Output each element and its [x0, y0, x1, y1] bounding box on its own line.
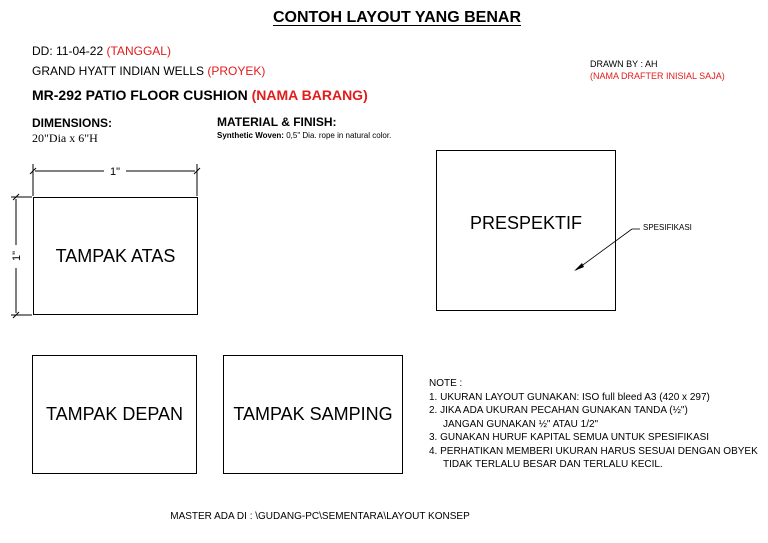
callout-label: SPESIFIKASI — [643, 223, 692, 232]
project-note: (PROYEK) — [207, 64, 266, 78]
material-name: Synthetic Woven: — [217, 131, 284, 140]
note-item: 4. PERHATIKAN MEMBERI UKURAN HARUS SESUAI DENGAN OBYEK — [429, 445, 758, 457]
date-value: DD: 11-04-22 — [32, 44, 104, 58]
view-top-label: TAMPAK ATAS — [55, 245, 176, 266]
note-item: 2. JIKA ADA UKURAN PECAHAN GUNAKAN TANDA (½") — [429, 405, 688, 416]
item-name: MR-292 PATIO FLOOR CUSHION — [32, 87, 248, 103]
note-item: 3. GUNAKAN HURUF KAPITAL SEMUA UNTUK SPESIFIKASI — [429, 432, 710, 443]
project-name: GRAND HYATT INDIAN WELLS — [32, 64, 205, 78]
note-item: TIDAK TERLALU BESAR DAN TERLALU KECIL. — [443, 459, 663, 470]
item-note: (NAMA BARANG) — [251, 87, 368, 103]
vertical-dimension-label: 1" — [11, 250, 23, 262]
note-item: 1. UKURAN LAYOUT GUNAKAN: ISO full bleed A3 (420 x 297) — [429, 391, 710, 403]
horizontal-dimension-label: 1" — [109, 166, 121, 178]
notes-heading: NOTE : — [429, 378, 463, 389]
date-note: (TANGGAL) — [106, 44, 171, 58]
material-description: 0,5" Dia. rope in natural color. — [283, 131, 392, 140]
view-side-label: TAMPAK SAMPING — [233, 404, 393, 424]
notes-block — [429, 377, 758, 472]
footer-master-path: MASTER ADA DI : \GUDANG-PC\SEMENTARA\LAYOUT KONSEP — [170, 511, 470, 522]
view-front-label: TAMPAK DEPAN — [45, 404, 184, 424]
drawn-by: DRAWN BY : AH — [590, 59, 658, 69]
dimensions-value: 20"Dia x 6"H — [32, 131, 98, 145]
note-item: JANGAN GUNAKAN ½" ATAU 1/2" — [443, 418, 599, 430]
callout-arrowhead — [574, 263, 584, 271]
drawn-by-note: (NAMA DRAFTER INISIAL SAJA) — [590, 71, 725, 81]
material-label: MATERIAL & FINISH: — [217, 115, 337, 129]
view-perspective-label: PRESPEKTIF — [469, 213, 583, 233]
dimensions-label: DIMENSIONS: — [32, 116, 113, 130]
page-title: CONTOH LAYOUT YANG BENAR — [272, 9, 522, 26]
callout-leader — [576, 229, 640, 270]
